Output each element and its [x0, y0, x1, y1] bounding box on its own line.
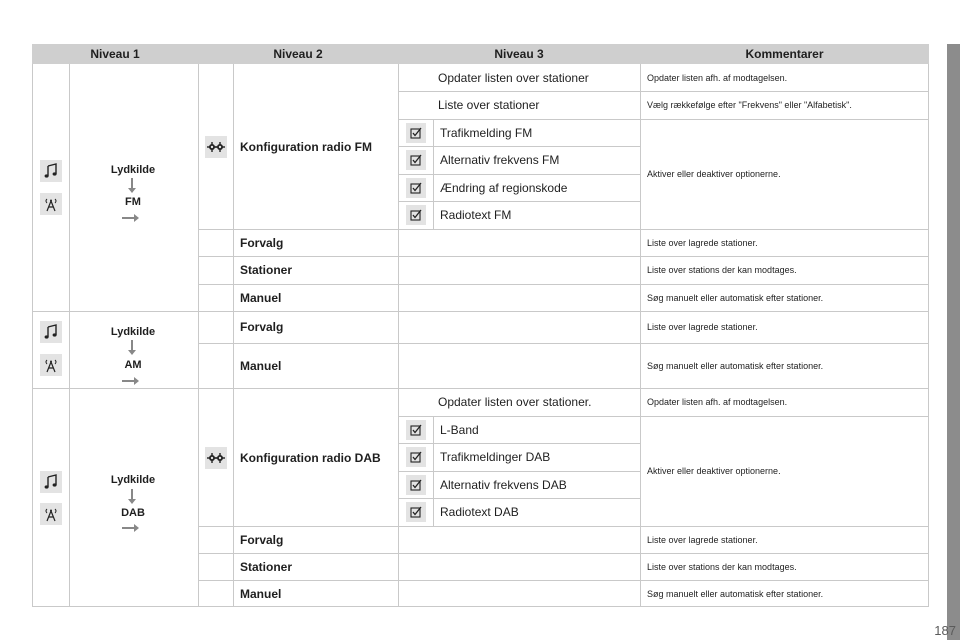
- checkbox-icon[interactable]: [406, 447, 426, 467]
- am-row-comment: Søg manuelt eller automatisk efter stationer.: [647, 360, 824, 371]
- fm-source-label: Lydkilde: [110, 164, 156, 176]
- arrow-right-icon: [122, 210, 140, 228]
- header-niveau3: Niveau 3: [494, 47, 544, 61]
- antenna-icon: [40, 503, 62, 525]
- settings-icon: [205, 447, 227, 469]
- fm-row-label[interactable]: Manuel: [240, 290, 282, 305]
- checkbox-icon[interactable]: [406, 502, 426, 522]
- dab-row-label[interactable]: Stationer: [240, 559, 293, 574]
- dab-row-label[interactable]: Manuel: [240, 586, 282, 601]
- fm-row-label[interactable]: Forvalg: [240, 235, 284, 250]
- music-note-icon: [40, 321, 62, 343]
- fm-update-list-comment: Opdater listen afh. af modtagelsen.: [647, 72, 788, 83]
- fm-row-comment: Søg manuelt eller automatisk efter stationer.: [647, 292, 824, 303]
- music-note-icon: [40, 471, 62, 493]
- am-row-label[interactable]: Forvalg: [240, 320, 284, 334]
- dab-option[interactable]: Trafikmeldinger DAB: [440, 450, 551, 464]
- fm-station-list[interactable]: Liste over stationer: [438, 98, 540, 112]
- dab-row-comment: Søg manuelt eller automatisk efter stationer.: [647, 588, 824, 599]
- am-source-label: Lydkilde: [110, 326, 156, 338]
- dab-config-label: Konfiguration radio DAB: [240, 451, 381, 465]
- antenna-icon: [40, 354, 62, 376]
- checkbox-icon[interactable]: [406, 420, 426, 440]
- checkbox-icon[interactable]: [406, 178, 426, 198]
- arrow-down-icon: [127, 340, 137, 361]
- page-edge-tab: [947, 44, 960, 640]
- am-band-label: AM: [124, 359, 142, 371]
- dab-source-label: Lydkilde: [110, 474, 156, 486]
- am-row-comment: Liste over lagrede stationer.: [647, 322, 758, 332]
- dab-band-label: DAB: [121, 507, 145, 519]
- dab-option[interactable]: Alternativ frekvens DAB: [440, 477, 567, 492]
- fm-row-label[interactable]: Stationer: [240, 263, 293, 277]
- fm-row-comment: Liste over lagrede stationer.: [647, 237, 758, 248]
- dab-row-comment: Liste over stations der kan modtages.: [647, 561, 797, 572]
- checkbox-icon[interactable]: [406, 475, 426, 495]
- fm-update-list[interactable]: Opdater listen over stationer: [438, 70, 589, 85]
- dab-update-list-comment: Opdater listen afh. af modtagelsen.: [647, 397, 788, 407]
- fm-row-comment: Liste over stations der kan modtages.: [647, 265, 797, 275]
- dab-options-comment: Aktiver eller deaktiver optionerne.: [647, 466, 781, 476]
- dab-update-list[interactable]: Opdater listen over stationer.: [438, 395, 592, 409]
- header-kommentarer: Kommentarer: [745, 47, 824, 61]
- dab-option[interactable]: L-Band: [440, 422, 479, 437]
- checkbox-icon[interactable]: [406, 123, 426, 143]
- dab-row-comment: Liste over lagrede stationer.: [647, 534, 758, 545]
- antenna-icon: [40, 193, 62, 215]
- fm-option[interactable]: Trafikmelding FM: [440, 125, 533, 140]
- fm-option[interactable]: Ændring af regionskode: [440, 180, 568, 195]
- settings-icon: [205, 136, 227, 158]
- checkbox-icon[interactable]: [406, 205, 426, 225]
- dab-option[interactable]: Radiotext DAB: [440, 505, 519, 519]
- fm-options-comment: Aktiver eller deaktiver optionerne.: [647, 169, 781, 179]
- header-niveau2: Niveau 2: [273, 47, 323, 61]
- arrow-right-icon: [122, 520, 140, 538]
- header-niveau1: Niveau 1: [90, 47, 140, 61]
- checkbox-icon[interactable]: [406, 150, 426, 170]
- music-note-icon: [40, 160, 62, 182]
- arrow-right-icon: [122, 373, 140, 391]
- fm-station-list-comment: Vælg rækkefølge efter "Frekvens" eller "Alfabetisk".: [647, 100, 852, 110]
- am-row-label[interactable]: Manuel: [240, 358, 282, 373]
- page-number: 187: [934, 623, 956, 638]
- dab-row-label[interactable]: Forvalg: [240, 532, 284, 547]
- fm-option[interactable]: Alternativ frekvens FM: [440, 153, 560, 167]
- fm-config-label: Konfiguration radio FM: [240, 140, 372, 154]
- fm-band-label: FM: [125, 196, 141, 208]
- fm-option[interactable]: Radiotext FM: [440, 208, 512, 222]
